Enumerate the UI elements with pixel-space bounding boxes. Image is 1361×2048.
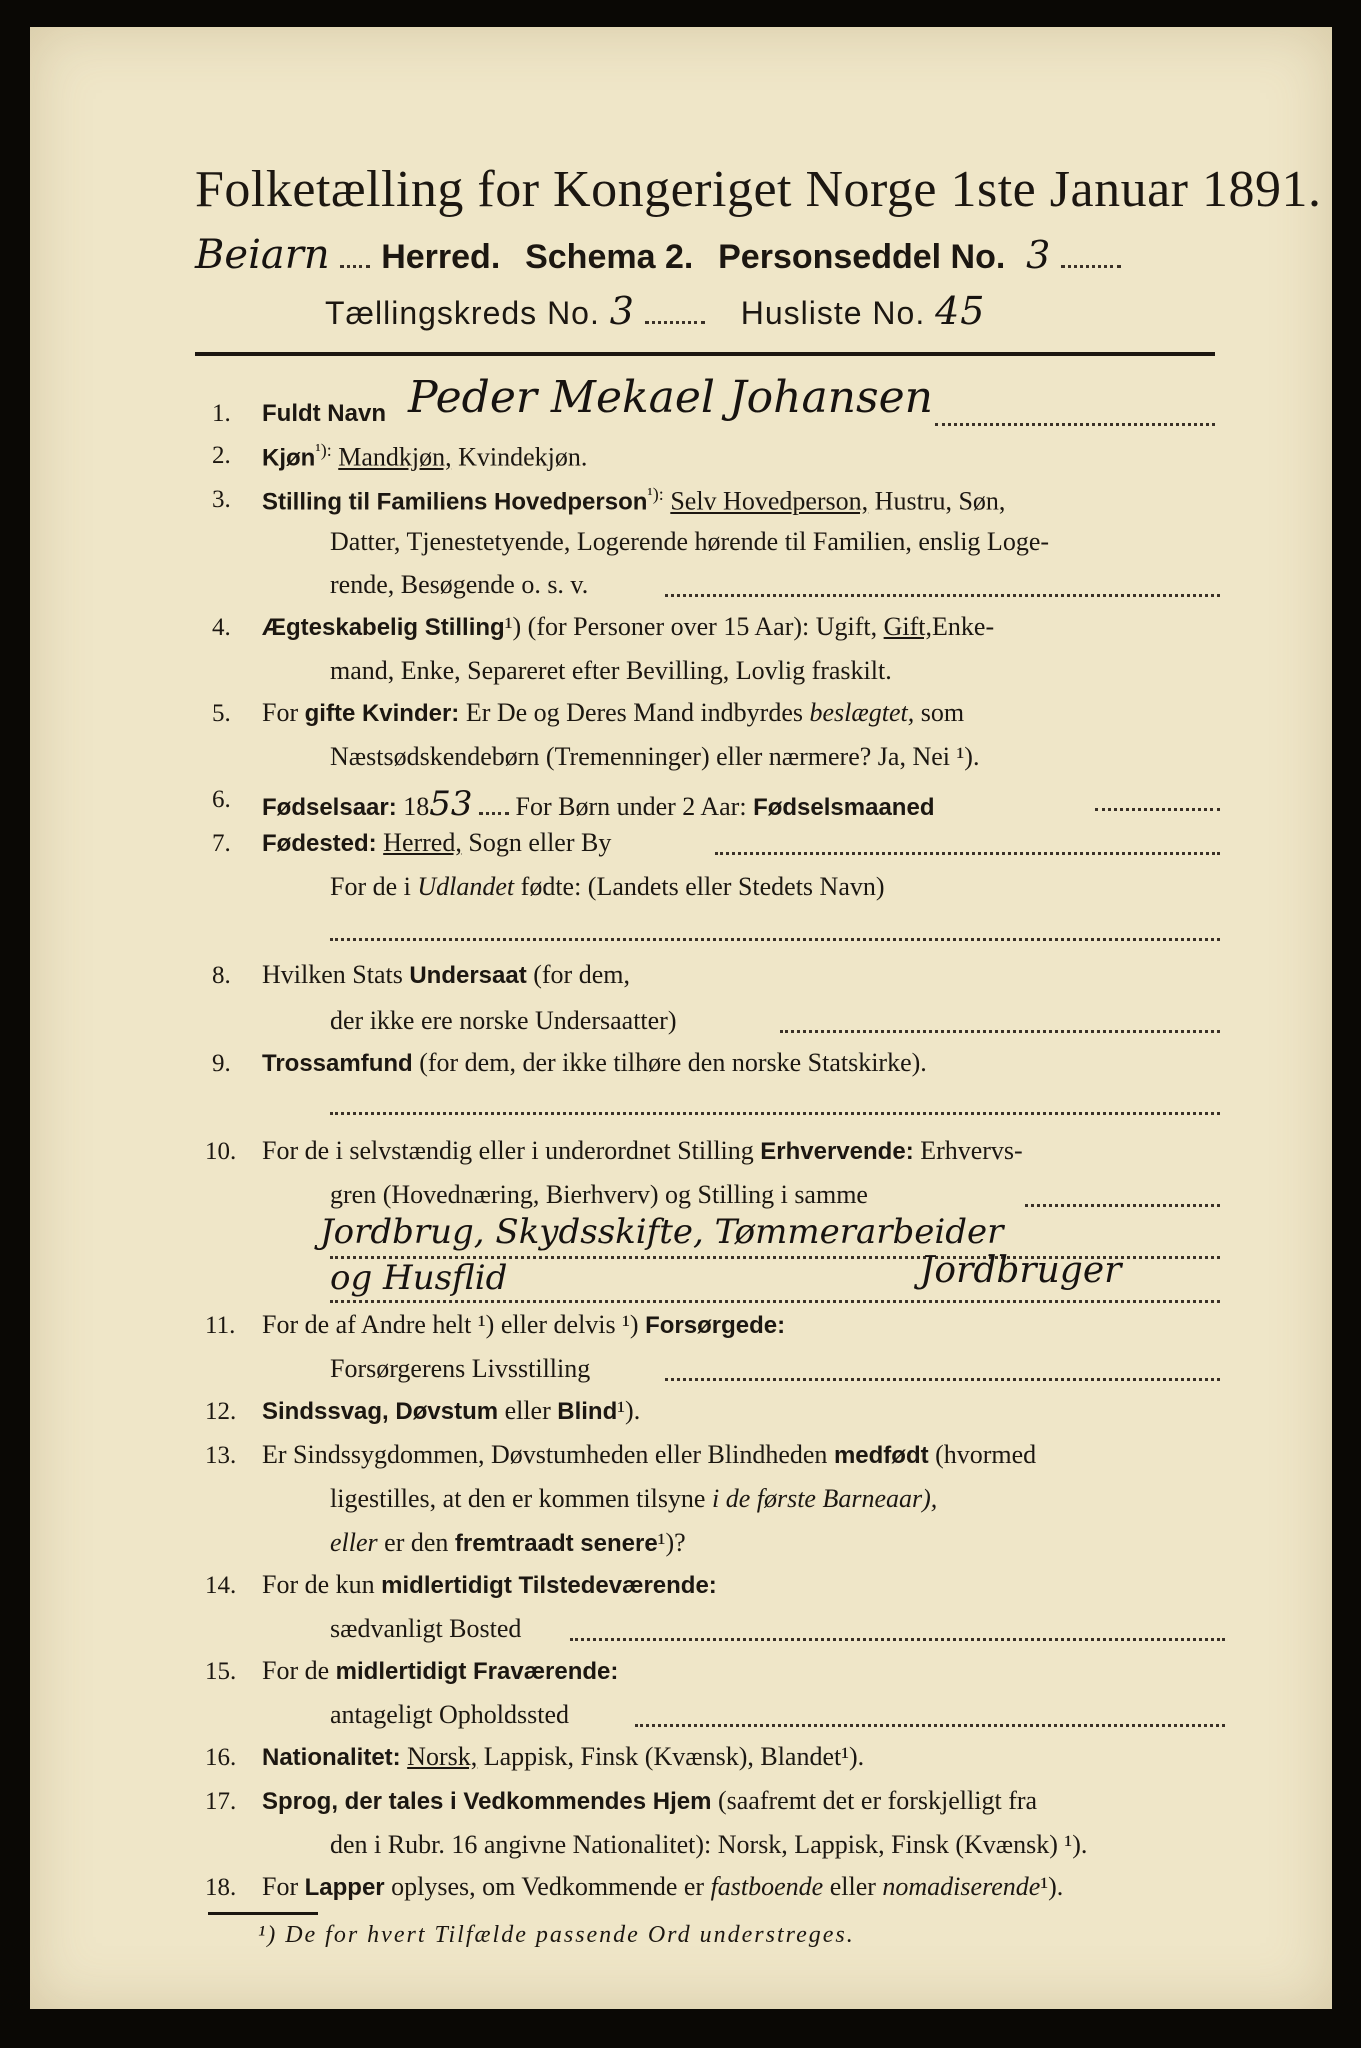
item-13-congenital: Er Sindssygdommen, Døvstumheden eller Blindheden medfødt (hvormed xyxy=(262,1440,1037,1469)
item-11-line2: Forsørgerens Livsstilling xyxy=(330,1354,591,1383)
item-number: 14. xyxy=(205,1572,237,1599)
item-9-religion: Trossamfund (for dem, der ikke tilhøre den norske Statskirke). xyxy=(262,1048,927,1077)
dotted-fill-line xyxy=(330,1300,1220,1303)
occupation-answer-line2a: og Husflid xyxy=(330,1258,508,1298)
item-4-line2: mand, Enke, Separeret efter Bevilling, Lovlig fraskilt. xyxy=(330,656,892,685)
footnote-rule xyxy=(208,1912,318,1915)
item-13-line2: ligestilles, at den er kommen tilsyne i de første Barneaar), xyxy=(330,1484,938,1513)
item-number: 9. xyxy=(212,1050,231,1077)
item-18-lapps: For Lapper oplyses, om Vedkommende er fastboende eller nomadiserende¹). xyxy=(262,1872,1064,1901)
item-8-citizenship: Hvilken Stats Undersaat (for dem, xyxy=(262,960,630,989)
dotted-fill-line xyxy=(935,423,1215,426)
footnote: ¹) De for hvert Tilfælde passende Ord understreges. xyxy=(258,1922,855,1948)
taellingskreds-label: Tællingskreds No. xyxy=(325,295,600,331)
item-number: 3. xyxy=(212,486,231,513)
herred-name: Beiarn xyxy=(195,232,330,278)
taellingskreds-number: 3 xyxy=(609,289,635,333)
item-number: 15. xyxy=(205,1658,237,1685)
header-rule xyxy=(195,352,1215,356)
herred-row xyxy=(195,232,1121,278)
item-number: 13. xyxy=(205,1442,237,1469)
dotted-fill-line xyxy=(665,594,1220,597)
item-number: 7. xyxy=(212,830,231,857)
item-1-label: Fuldt Navn xyxy=(262,400,386,427)
dotted-fill-line xyxy=(330,1112,1220,1115)
item-7-birthplace: Fødested: Herred, Sogn eller By xyxy=(262,828,612,857)
taellingskreds-row xyxy=(325,289,985,333)
item-number: 17. xyxy=(205,1788,237,1815)
occupation-answer-line2b: Jordbruger xyxy=(920,1250,1122,1291)
item-number: 5. xyxy=(212,700,231,727)
item-number: 4. xyxy=(212,614,231,641)
item-5-married-women: For gifte Kvinder: Er De og Deres Mand indbyrdes beslægtet, som xyxy=(262,698,965,727)
item-number: 10. xyxy=(205,1138,237,1165)
item-17-language: Sprog, der tales i Vedkommendes Hjem (saafremt det er forskjelligt fra xyxy=(262,1786,1038,1815)
herred-label: Herred. xyxy=(381,238,501,276)
dotted-fill-line xyxy=(780,1030,1220,1033)
item-number: 8. xyxy=(212,962,231,989)
item-10-occupation: For de i selvstændig eller i underordnet Stilling Erhvervende: Erhvervs- xyxy=(262,1136,1023,1165)
item-number: 2. xyxy=(212,442,231,469)
item-6-birthyear: Fødselsaar: 1853 For Børn under 2 Aar: Fødselsmaaned xyxy=(262,784,935,824)
item-16-nationality: Nationalitet: Norsk, Lappisk, Finsk (Kvænsk), Blandet¹). xyxy=(262,1742,865,1771)
dotted-fill-line xyxy=(570,1638,1225,1641)
item-4-marital: Ægteskabelig Stilling¹) (for Personer over 15 Aar): Ugift, Gift,Enke- xyxy=(262,612,995,641)
dotted-fill-line xyxy=(1095,808,1220,811)
personseddel-label: Personseddel No. xyxy=(718,238,1006,276)
item-5-line2: Næstsødskendebørn (Tremenninger) eller nærmere? Ja, Nei ¹). xyxy=(330,742,980,771)
dotted-fill-line xyxy=(330,938,1220,941)
birth-year-answer: 53 xyxy=(429,784,473,824)
item-8-line2: der ikke ere norske Undersaatter) xyxy=(330,1006,677,1035)
item-number: 1. xyxy=(212,400,231,427)
personseddel-number: 3 xyxy=(1026,233,1051,277)
item-10-line2: gren (Hovednæring, Bierhverv) og Stilling i samme xyxy=(330,1180,868,1209)
dotted-fill-line xyxy=(1025,1204,1220,1207)
husliste-label: Husliste No. xyxy=(740,295,926,331)
item-15-line2: antageligt Opholdssted xyxy=(330,1700,570,1729)
item-7-line2: For de i Udlandet fødte: (Landets eller Stedets Navn) xyxy=(330,872,885,901)
full-name-answer: Peder Mekael Johansen xyxy=(408,372,933,423)
item-3-line3: rende, Besøgende o. s. v. xyxy=(330,570,589,599)
item-17-line2: den i Rubr. 16 angivne Nationalitet): Norsk, Lappisk, Finsk (Kvænsk) ¹). xyxy=(330,1830,1088,1859)
item-13-line3: eller er den fremtraadt senere¹)? xyxy=(330,1528,686,1557)
item-15-temporary-absent: For de midlertidigt Fraværende: xyxy=(262,1656,619,1685)
schema-label: Schema 2. xyxy=(525,238,694,276)
dotted-fill-line xyxy=(715,852,1220,855)
dotted-fill-line xyxy=(665,1378,1220,1381)
occupation-answer-line1: Jordbrug, Skydsskifte, Tømmerarbeider xyxy=(320,1212,1004,1252)
husliste-number: 45 xyxy=(935,289,986,333)
item-14-line2: sædvanligt Bosted xyxy=(330,1614,522,1643)
item-number: 6. xyxy=(212,786,231,813)
item-12-disability: Sindssvag, Døvstum eller Blind¹). xyxy=(262,1396,641,1425)
item-2-gender: Kjøn$^{^1):}$ Mandkjøn, Kvindekjøn. xyxy=(262,440,588,472)
item-number: 18. xyxy=(205,1874,237,1901)
item-3-position: Stilling til Familiens Hovedperson$^{^1):}$ Selv Hovedperson, Hustru, Søn, xyxy=(262,484,1006,516)
item-number: 12. xyxy=(205,1398,237,1425)
dotted-fill-line xyxy=(635,1724,1225,1727)
item-11-supported: For de af Andre helt ¹) eller delvis ¹) Forsørgede: xyxy=(262,1310,786,1339)
form-title: Folketælling for Kongeriget Norge 1ste Januar 1891. xyxy=(195,161,1322,218)
item-number: 11. xyxy=(205,1312,236,1339)
item-number: 16. xyxy=(205,1744,237,1771)
item-3-line2: Datter, Tjenestetyende, Logerende hørende til Familien, enslig Loge- xyxy=(330,527,1050,556)
item-14-temporary-present: For de kun midlertidigt Tilstedeværende: xyxy=(262,1570,717,1599)
